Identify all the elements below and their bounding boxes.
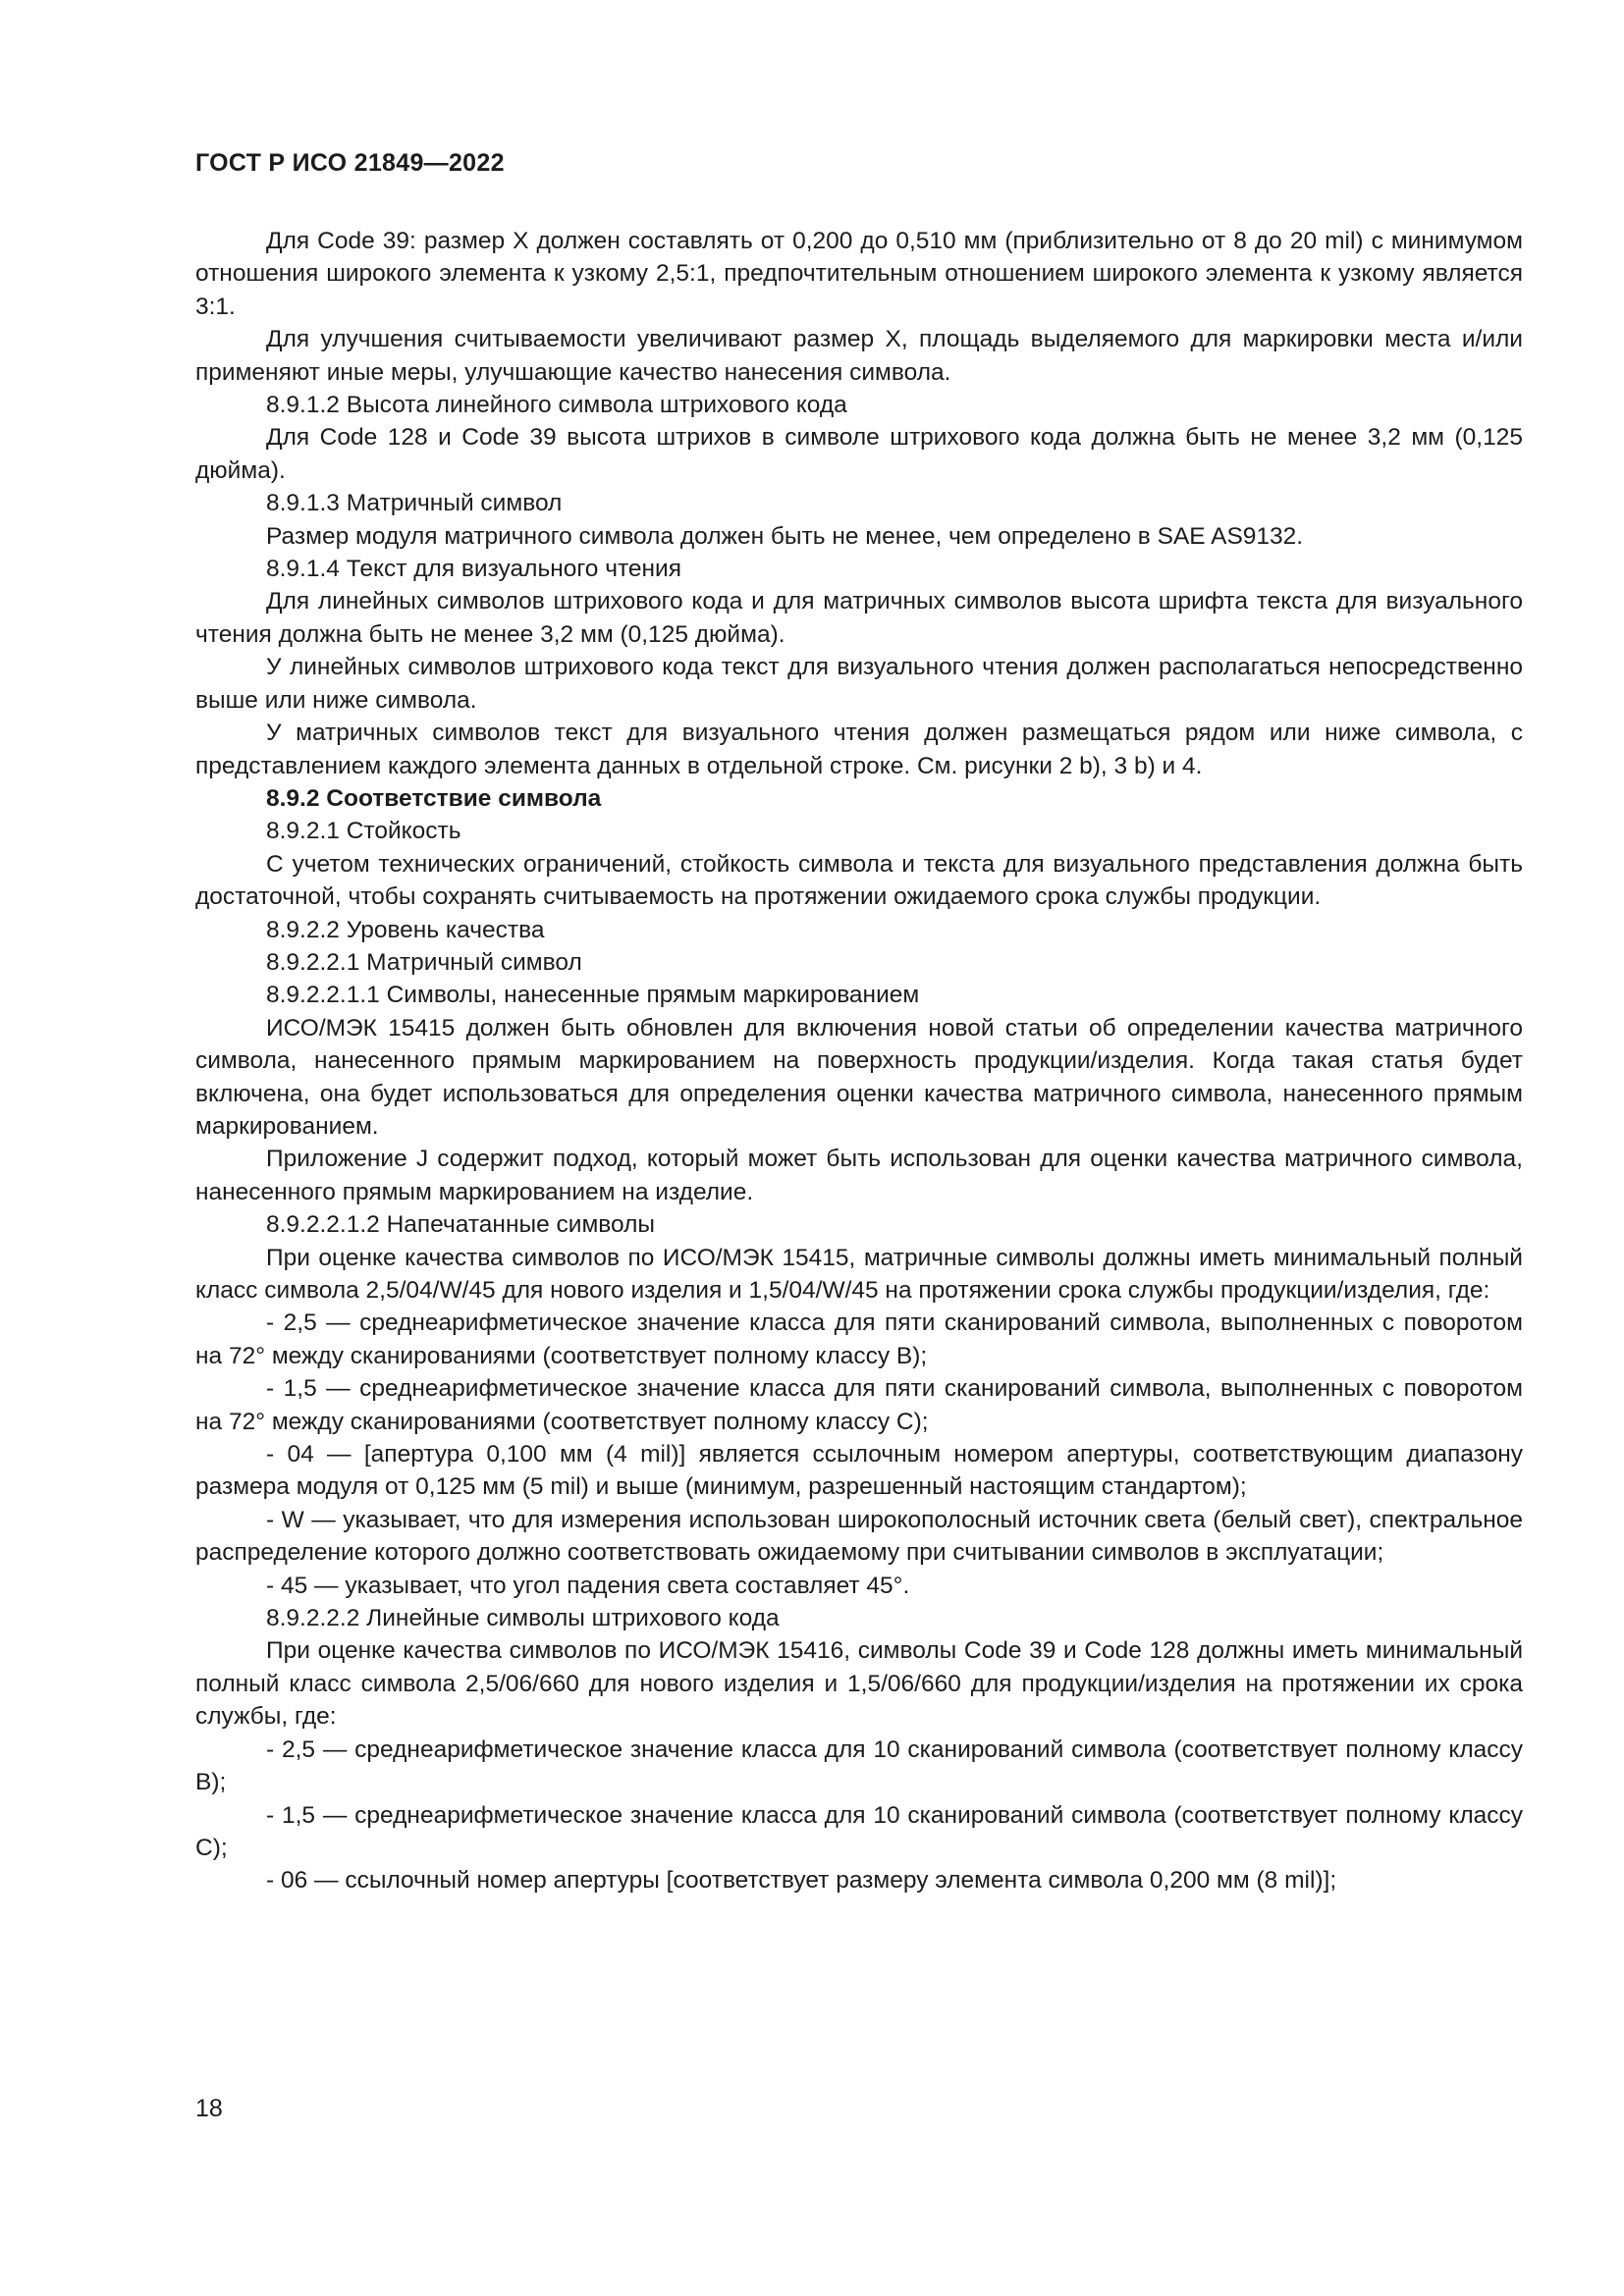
document-body bbox=[195, 225, 1523, 1897]
list-item: - 2,5 — среднеарифметическое значение класса для 10 сканирований символа (соответствует полному классу B); bbox=[195, 1735, 1523, 1796]
paragraph: Размер модуля матричного символа должен быть не менее, чем определено в SAE AS9132. bbox=[266, 522, 1304, 550]
page-number: 18 bbox=[195, 2095, 223, 2122]
section-heading: 8.9.2.2.1 Матричный символ bbox=[266, 948, 582, 976]
paragraph: При оценке качества символов по ИСО/МЭК 15416, символы Code 39 и Code 128 должны иметь минимальный полный класс символа 2,5/06/660 для нового изделия и 1,5/06/660 для продукции/изделия на протяжении их срока службы, где: bbox=[195, 1637, 1523, 1731]
section-heading: 8.9.2.2 Уровень качества bbox=[266, 916, 545, 943]
paragraph: С учетом технических ограничений, стойкость символа и текста для визуального представления должна быть достаточной, чтобы сохранять считываемость на протяжении ожидаемого срока службы продукции. bbox=[195, 850, 1523, 911]
document-header: ГОСТ Р ИСО 21849—2022 bbox=[195, 149, 505, 177]
list-item: - 1,5 — среднеарифметическое значение класса для 10 сканирований символа (соответствует полному классу C); bbox=[195, 1801, 1523, 1861]
paragraph: У матричных символов текст для визуального чтения должен размещаться рядом или ниже символа, с представлением каждого элемента данных в отдельной строке. См. рисунки 2 b), 3 b) и 4. bbox=[195, 720, 1523, 779]
paragraph: ИСО/МЭК 15415 должен быть обновлен для включения новой статьи об определении качества матричного символа, нанесенного прямым маркированием на поверхность продукции/изделия. Когда такая статья будет включена, она будет использоваться для определения оценки качества матричного символа, нанесенного прямым маркированием. bbox=[195, 1014, 1523, 1140]
section-heading: 8.9.1.2 Высота линейного символа штрихового кода bbox=[266, 392, 847, 419]
paragraph: У линейных символов штрихового кода текст для визуального чтения должен располагаться непосредственно выше или ниже символа. bbox=[195, 654, 1523, 714]
list-item: - 45 — указывает, что угол падения света составляет 45°. bbox=[266, 1572, 910, 1599]
section-heading: 8.9.1.3 Матричный символ bbox=[266, 490, 563, 517]
section-heading-bold: 8.9.2 Соответствие символа bbox=[266, 784, 602, 812]
section-heading: 8.9.2.1 Стойкость bbox=[266, 818, 461, 845]
paragraph: Для Code 39: размер X должен составлять от 0,200 до 0,510 мм (приблизительно от 8 до 20 mil) с минимумом отношения широкого элемента к узкому 2,5:1, предпочтительным отношением широкого элемента к узкому является 3:1. bbox=[195, 228, 1523, 320]
section-heading: 8.9.1.4 Текст для визуального чтения bbox=[266, 556, 682, 583]
paragraph: Для улучшения считываемости увеличивают размер X, площадь выделяемого для маркировки места и/или применяют иные меры, улучшающие качество нанесения символа. bbox=[195, 326, 1523, 386]
section-heading: 8.9.2.2.1.1 Символы, нанесенные прямым маркированием bbox=[266, 982, 920, 1009]
paragraph: Для Code 128 и Code 39 высота штрихов в символе штрихового кода должна быть не менее 3,2 мм (0,125 дюйма). bbox=[195, 424, 1523, 484]
list-item: - W — указывает, что для измерения использован широкополосный источник света (белый свет), спектральное распределение которого должно соответствовать ожидаемому при считывании символов в эксплуатации; bbox=[195, 1506, 1523, 1567]
paragraph: При оценке качества символов по ИСО/МЭК 15415, матричные символы должны иметь минимальный полный класс символа 2,5/04/W/45 для нового изделия и 1,5/04/W/45 на протяжении срока службы продукции/изделия, где: bbox=[195, 1244, 1523, 1304]
list-item: - 1,5 — среднеарифметическое значение класса для пяти сканирований символа, выполненных с поворотом на 72° между сканированиями (соответствует полному классу C); bbox=[195, 1375, 1523, 1435]
paragraph: Приложение J содержит подход, который может быть использован для оценки качества матричного символа, нанесенного прямым маркированием на изделие. bbox=[195, 1146, 1523, 1205]
section-heading: 8.9.2.2.2 Линейные символы штрихового кода bbox=[266, 1605, 780, 1632]
section-heading: 8.9.2.2.1.2 Напечатанные символы bbox=[266, 1211, 656, 1239]
list-item: - 06 — ссылочный номер апертуры [соответствует размеру элемента символа 0,200 мм (8 mil)]; bbox=[266, 1867, 1337, 1895]
paragraph: Для линейных символов штрихового кода и для матричных символов высота шрифта текста для визуального чтения должна быть не менее 3,2 мм (0,125 дюйма). bbox=[195, 588, 1523, 648]
list-item: - 04 — [апертура 0,100 мм (4 mil)] является ссылочным номером апертуры, соответствующим диапазону размера модуля от 0,125 мм (5 mil) и выше (минимум, разрешенный настоящим стандартом); bbox=[195, 1441, 1523, 1501]
list-item: - 2,5 — среднеарифметическое значение класса для пяти сканирований символа, выполненных с поворотом на 72° между сканированиями (соответствует полному классу B); bbox=[195, 1309, 1523, 1369]
